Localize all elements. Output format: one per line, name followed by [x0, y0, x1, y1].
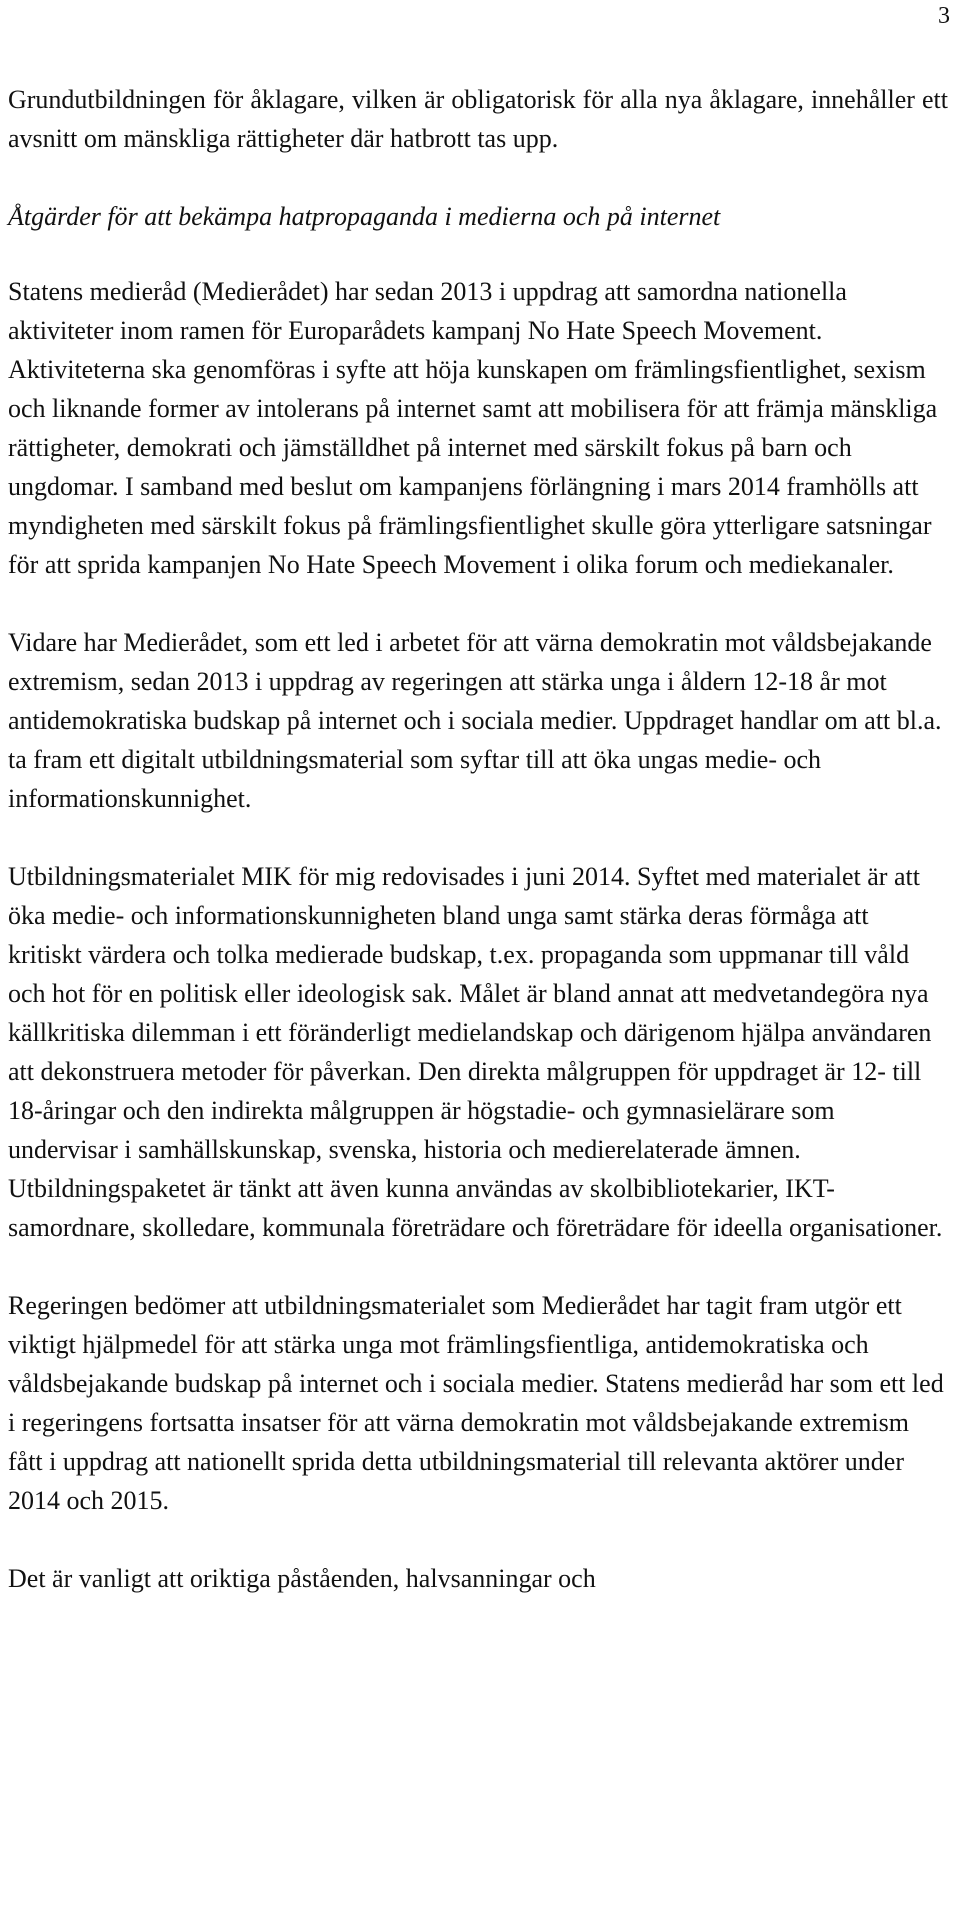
document-body	[8, 80, 948, 1598]
page-number: 3	[938, 3, 950, 29]
paragraph-extremism-assignment: Vidare har Medierådet, som ett led i arbetet för att värna demokratin mot våldsbejakande extremism, sedan 2013 i uppdrag av regeringen att stärka unga i åldern 12-18 år mot antidemokratiska budskap på internet och i sociala medier. Uppdraget handlar om att bl.a. ta fram ett digitalt utbildningsmaterial som syftar till att öka ungas medie- och informationskunnighet.	[8, 628, 942, 813]
paragraph-prosecutor-training: Grundutbildningen för åklagare, vilken är obligatorisk för alla nya åklagare, innehåller ett avsnitt om mänskliga rättigheter där hatbrott tas upp.	[8, 85, 948, 153]
paragraph-mik-material: Utbildningsmaterialet MIK för mig redovisades i juni 2014. Syftet med materialet är att öka medie- och informationskunnigheten bland unga samt stärka deras förmåga att kritiskt värdera och tolka medierade budskap, t.ex. propaganda som uppmanar till våld och hot för en politisk eller ideologisk sak. Målet är bland annat att medvetandegöra nya källkritiska dilemman i ett föränderligt medielandskap och därigenom hjälpa användaren att dekonstruera metoder för påverkan. Den direkta målgruppen för uppdraget är 12- till 18-åringar och den indirekta målgruppen är högstadie- och gymnasielärare som undervisar i samhällskunskap, svenska, historia och medierelaterade ämnen. Utbildningspaketet är tänkt att även kunna användas av skolbibliotekarier, IKT-samordnare, skolledare, kommunala företrädare och företrädare för ideella organisationer.	[8, 862, 943, 1242]
section-heading: Åtgärder för att bekämpa hatpropaganda i medierna och på internet	[8, 202, 721, 231]
paragraph-government-assessment: Regeringen bedömer att utbildningsmaterialet som Medierådet har tagit fram utgör ett viktigt hjälpmedel för att stärka unga mot främlingsfientliga, antidemokratiska och våldsbejakande budskap på internet och i sociala medier. Statens medieråd har som ett led i regeringens fortsatta insatser för att värna demokratin mot våldsbejakande extremism fått i uppdrag att nationellt sprida detta utbildningsmaterial till relevanta aktörer under 2014 och 2015.	[8, 1291, 944, 1515]
paragraph-no-hate-speech: Statens medieråd (Medierådet) har sedan 2013 i uppdrag att samordna nationella aktiviteter inom ramen för Europarådets kampanj No Hate Speech Movement. Aktiviteterna ska genomföras i syfte att höja kunskapen om främlingsfientlighet, sexism och liknande former av intolerans på internet samt att mobilisera för att främja mänskliga rättigheter, demokrati och jämställdhet på internet med särskilt fokus på barn och ungdomar. I samband med beslut om kampanjens förlängning i mars 2014 framhölls att myndigheten med särskilt fokus på främlingsfientlighet skulle göra ytterligare satsningar för att sprida kampanjen No Hate Speech Movement i olika forum och mediekanaler.	[8, 277, 938, 579]
paragraph-continuation: Det är vanligt att oriktiga påståenden, halvsanningar och	[8, 1564, 596, 1593]
